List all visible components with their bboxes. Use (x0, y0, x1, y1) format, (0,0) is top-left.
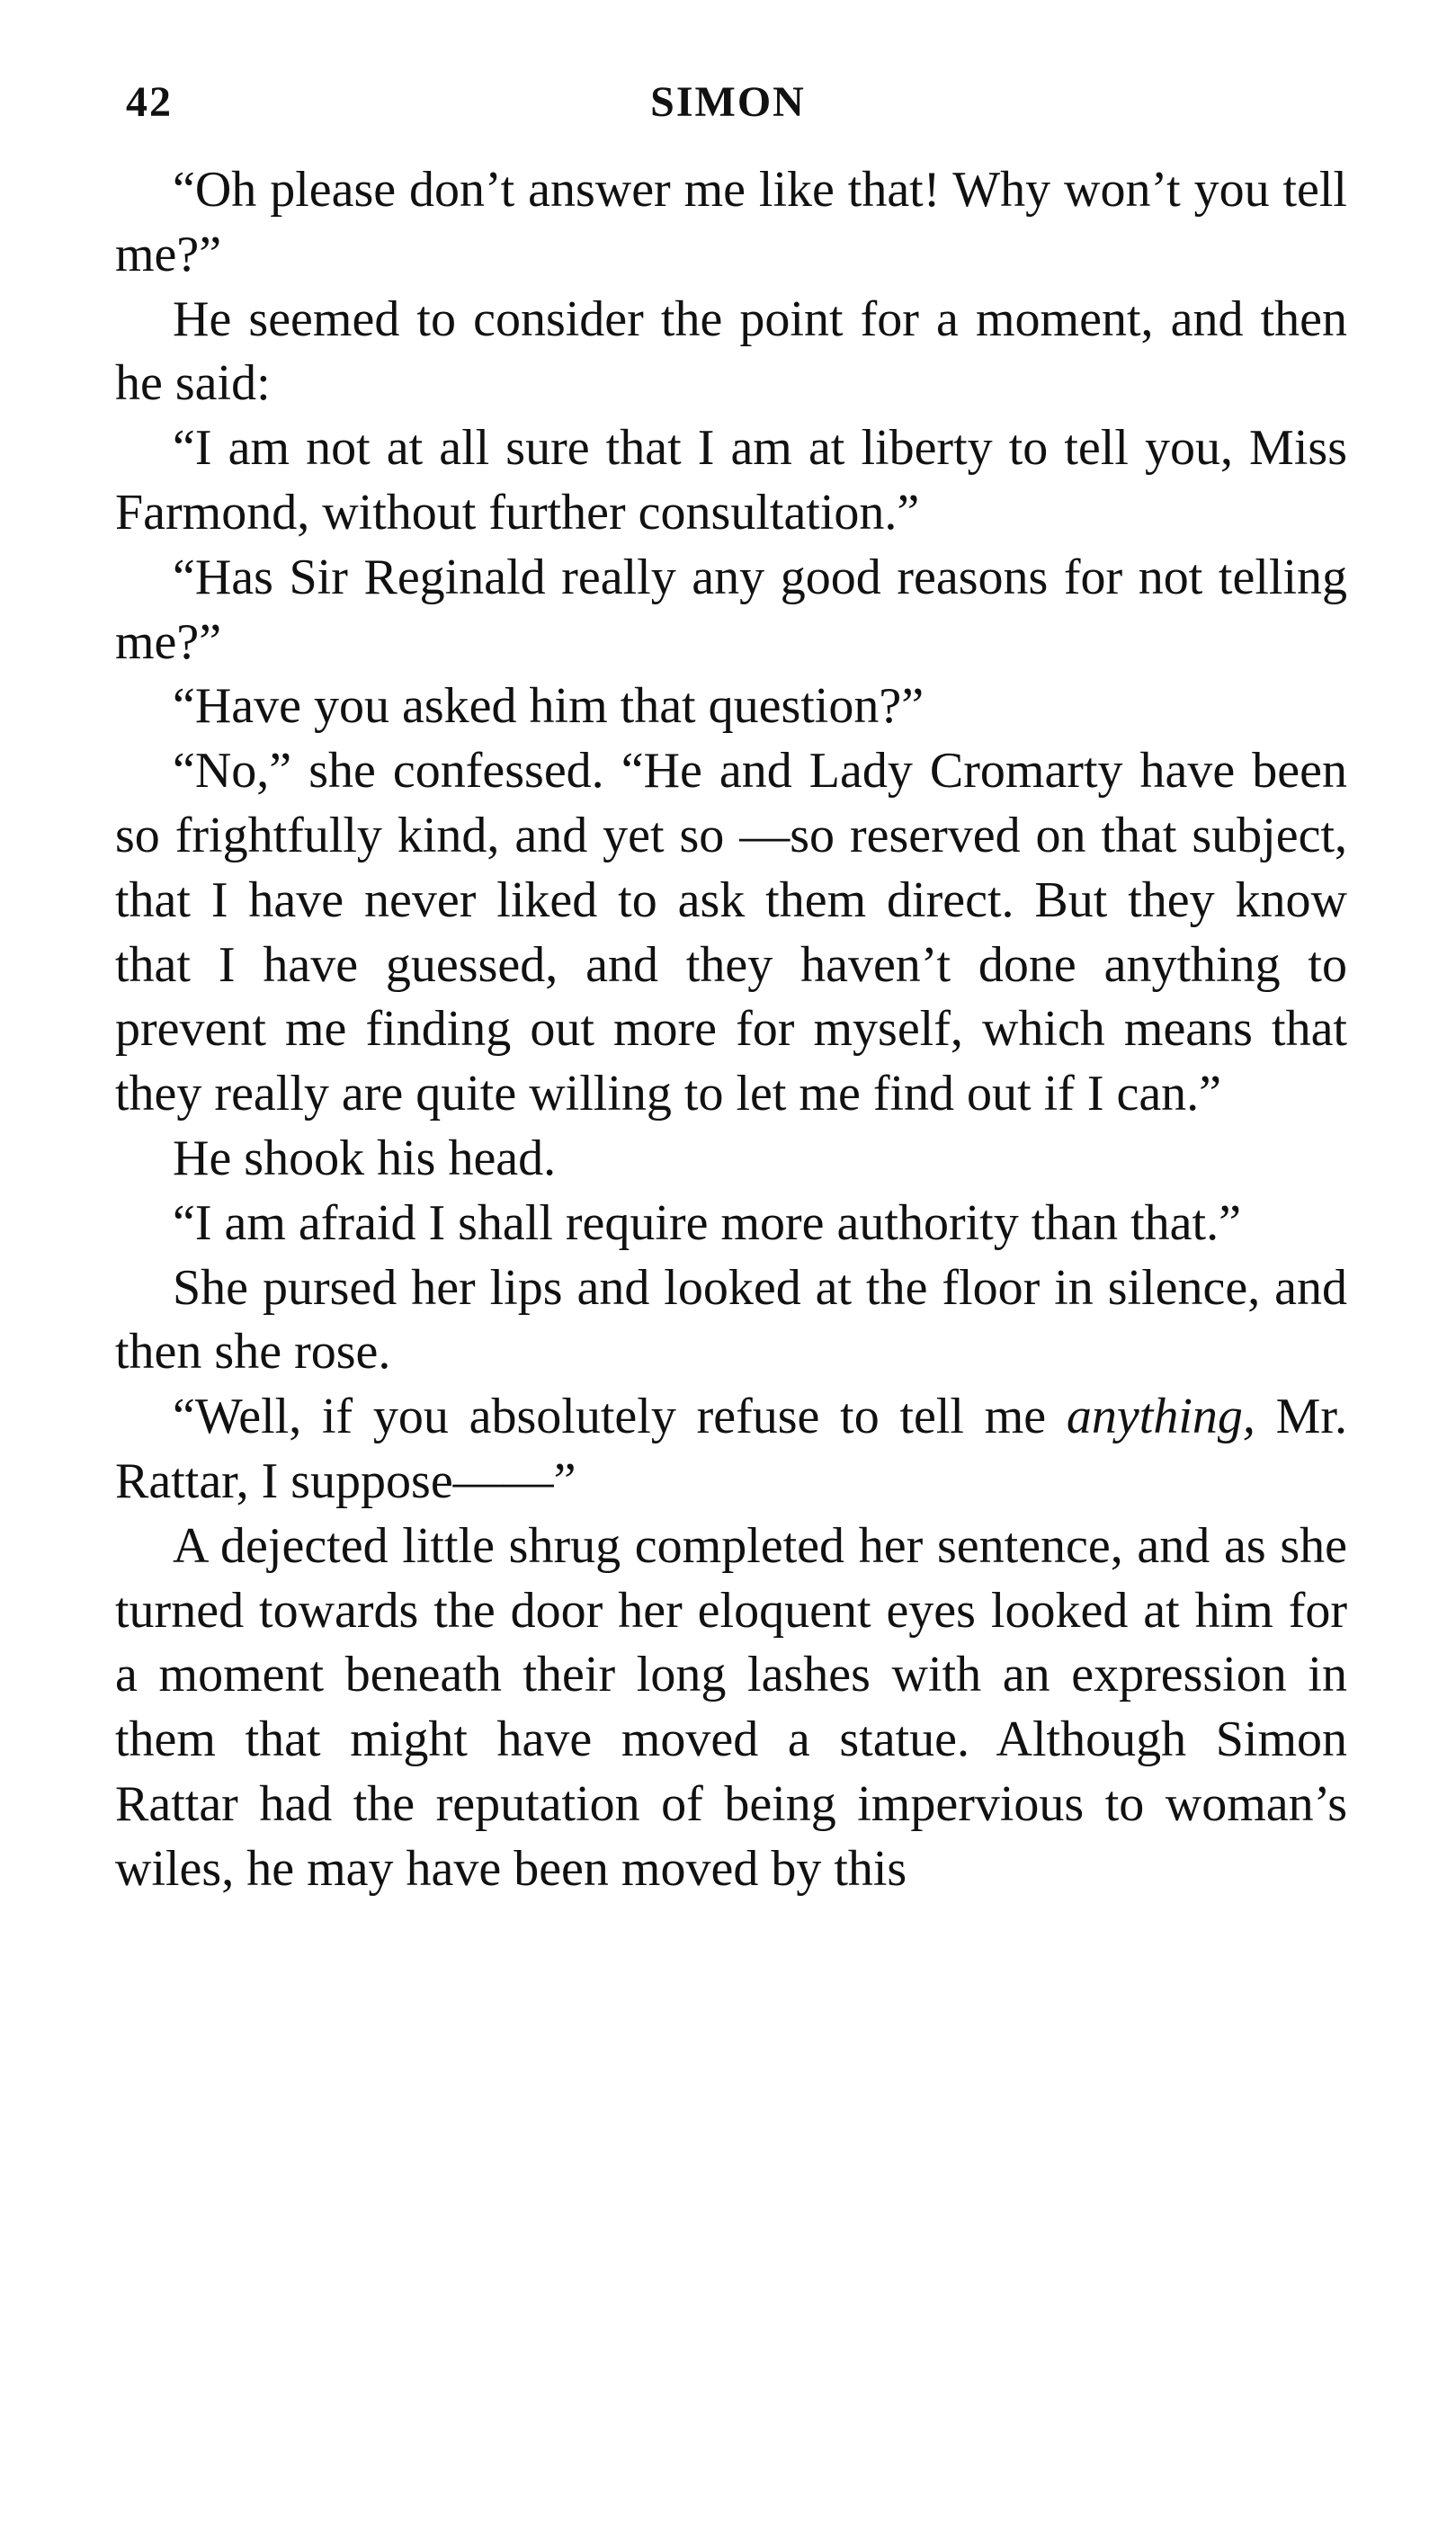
paragraph: He shook his head. (173, 1130, 557, 1186)
paragraph: He seemed to consider the point for a moment, and then he said: (115, 290, 1347, 412)
paragraph: “No,” she confessed. “He and Lady Cromarty have been so frightfully kind, and yet so —so reserved on that subject, that I have never liked to ask them direct. But they know that I have guessed, and they haven’t done anything to prevent me finding out more for myself, which means that they really are quite willing to let me find out if I can.” (115, 743, 1347, 1122)
paragraph: “Have you asked him that question?” (173, 678, 925, 735)
paragraph-text: “Well, if you absolutely refuse to tell me (173, 1389, 1067, 1445)
running-head (115, 77, 1341, 142)
paragraph: She pursed her lips and looked at the floor in silence, and then she rose. (115, 1259, 1347, 1381)
paragraph: A dejected little shrug completed her sentence, and as she turned towards the door her eloquent eyes looked at him for a moment beneath their long lashes with an expression in them that might have moved a statue. Although Simon Rattar had the reputation of being impervious to woman’s wiles, he may have been moved by this (115, 1517, 1347, 1897)
emphasized-text: anything, (1066, 1389, 1255, 1445)
paragraph: “I am afraid I shall require more authority than that.” (173, 1194, 1241, 1251)
paragraph: “Has Sir Reginald really any good reasons for not telling me?” (115, 549, 1347, 670)
paragraph: “I am not at all sure that I am at liberty to tell you, Miss Farmond, without further consultation.” (115, 420, 1347, 541)
page-number: 42 (126, 78, 173, 126)
paragraph-text: Mr. Rattar, I suppose——” (115, 1389, 1347, 1509)
running-title: SIMON (650, 78, 806, 126)
paragraph (115, 1385, 1347, 1515)
body-text (115, 158, 1347, 1902)
paragraph: “Oh please don’t answer me like that! Why won’t you tell me?” (115, 162, 1347, 282)
